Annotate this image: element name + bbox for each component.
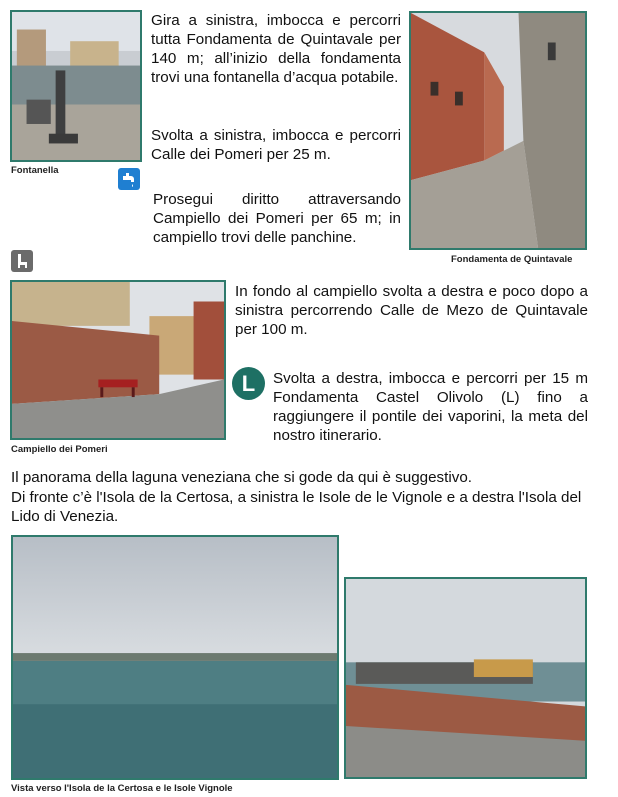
landmark-l-icon: L — [232, 367, 265, 400]
caption-campiello-pomeri: Campiello dei Pomeri — [11, 444, 108, 455]
water-tap-icon — [118, 168, 140, 190]
paragraph-panorama-line1: Il panorama della laguna veneziana che si gode da qui è suggestivo. — [11, 469, 473, 486]
paragraph-fondamenta-quintavale: Gira a sinistra, imbocca e percorri tutta Fondamenta de Quintavale per 140 m; all’inizio della fondamenta trovi una fontanella d’acqua potabile. — [151, 12, 401, 86]
photo-fontanella — [10, 10, 142, 162]
photo-fondamenta-quintavale — [409, 11, 587, 250]
paragraph-castel-olivolo: Svolta a destra, imbocca e percorri per 15 m Fondamenta Castel Olivolo (L) fino a raggiungere il pontile dei vaporini, la meta del nostro itinerario. — [273, 370, 588, 444]
paragraph-calle-pomeri: Svolta a sinistra, imbocca e percorri Calle dei Pomeri per 25 m. — [151, 127, 401, 163]
paragraph-panorama-line2: Di fronte c’è l'Isola de la Certosa, a sinistra le Isole de le Vignole e a destra l'Isola del Lido di Venezia. — [11, 489, 582, 525]
photo-campiello-pomeri — [10, 280, 226, 440]
paragraph-campiello-pomeri: Prosegui diritto attraversando Campiello dei Pomeri per 65 m; in campiello trovi delle panchine. — [153, 191, 401, 246]
photo-pontile-vaporini — [344, 577, 587, 779]
photo-laguna-certosa — [11, 535, 339, 780]
caption-fondamenta-quintavale: Fondamenta de Quintavale — [451, 254, 573, 265]
caption-fontanella: Fontanella — [11, 165, 59, 176]
caption-laguna-certosa: Vista verso l'Isola de la Certosa e le Isole Vignole — [11, 783, 233, 794]
paragraph-calle-mezo: In fondo al campiello svolta a destra e poco dopo a sinistra percorrendo Calle de Mezo de Quintavale per 100 m. — [235, 283, 588, 338]
bench-icon — [11, 250, 33, 272]
